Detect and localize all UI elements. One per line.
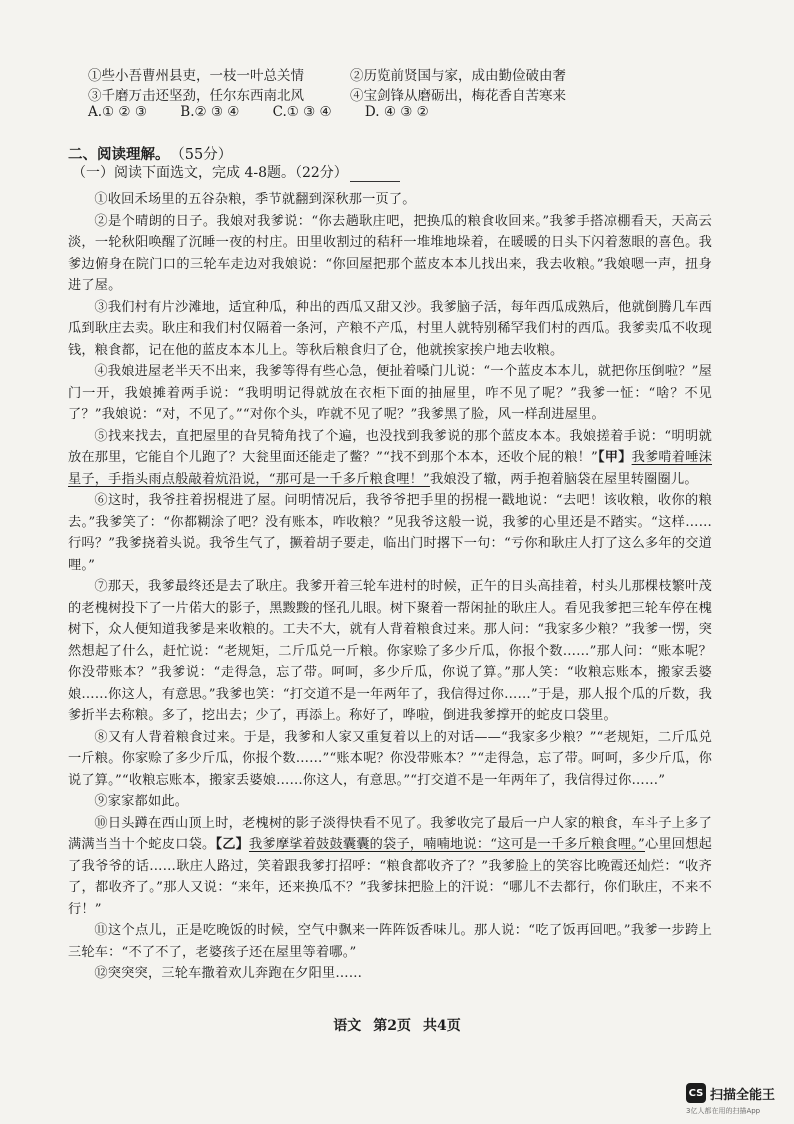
section-title: 二、阅读理解。 <box>68 146 170 163</box>
paragraph-11: ⑪这个点儿，正是吃晚饭的时候，空气中飘来一阵阵饭香味儿。那人说：“吃了饭再回吧。”我爹一步跨上三轮车：“不了不了，老婆孩子还在屋里等着哪。” <box>68 923 712 960</box>
footer-subject: 语文 <box>333 1018 362 1034</box>
section-score: （55分） <box>177 147 233 163</box>
underlined-sentence-yi: 我爹摩挲着鼓鼓囊囊的袋子，喃喃地说：“这可是一千多斤粮食哩。” <box>249 837 645 852</box>
paragraph-10-text-b: 心里回想起了我爷爷的话……耿庄人路过，笑着跟我爹打招呼：“粮食都收齐了？”我爹脸上的笑容比晚霞还灿烂：“收齐了，都收齐了。”那人又说：“来年，还来换瓜不？”我爹抹把脸上的汗说：“哪儿不去都行，你们耿庄，不来不行！” <box>68 837 712 917</box>
choice-b: B.② ③ ④ <box>180 104 240 120</box>
option-row-1 <box>88 66 648 86</box>
option-4: ④宝剑锋从磨砺出，梅花香自苦寒来 <box>350 88 566 104</box>
footer-page: 第2页 <box>373 1018 411 1034</box>
paragraph-7: ⑦那天，我爹最终还是去了耿庄。我爹开着三轮车进村的时候，正午的日头高挂着，村头儿那棵枝繁叶茂的老槐树投下了一片偌大的影子，黑黢黢的怪孔儿眼。树下聚着一帮闲扯的耿庄人。看见我爹把三轮车停在槐树下，众人便知道我爹是来收粮的。工夫不大，就有人背着粮食过来。那人问：“我家多少粮？”我爹一愣，突然想起了什么，赶忙说：“老规矩，二斤瓜兑一斤粮。你家赊了多少斤瓜，你报个数……”那人问：“账本呢？你没带账本？”我爹说：“走得急，忘了带。呵呵，多少斤瓜，你说了算。”那人笑：“收粮忘账本，搬家丢婆娘……你这人，有意思。”我爹也笑：“打交道不是一年两年了，我信得过你……”于是，那人报个瓜的斤数，我爹折半去称粮。多了，挖出去；少了，再添上。称好了，哗啦，倒进我爹撑开的蛇皮口袋里。 <box>68 579 712 723</box>
scanner-app-name: 扫描全能王 <box>710 1087 776 1103</box>
section-heading <box>68 143 232 164</box>
answer-choices <box>88 104 453 120</box>
paragraph-10-text-a: ⑩日头蹲在西山顶上时，老槐树的影子淡得快看不见了。我爹收完了最后一户人家的粮食，车斗子上多了满满当当十个蛇皮口袋。 <box>68 815 712 852</box>
choice-d: D. ④ ③ ② <box>364 104 429 120</box>
choice-a: A.① ② ③ <box>88 104 147 120</box>
option-1: ①些小吾曹州县吏，一枝一叶总关情 <box>88 68 304 84</box>
marker-jia: 【甲】 <box>598 450 632 465</box>
scanner-watermark <box>686 1083 775 1103</box>
poem-options <box>88 66 648 106</box>
option-2: ②历览前贤国与家，成由勤俭破由奢 <box>350 68 566 84</box>
paragraph-8: ⑧又有人背着粮食过来。于是，我爹和人家又重复着以上的对话——“我家多少粮？”“老规矩，二斤瓜兑一斤粮。你家赊了多少斤瓜，你报个数……”“账本呢？你没带账本？”“走得急，忘了带。呵呵，多少斤瓜，你说了算。”“收粮忘账本，搬家丢婆娘……你这人，有意思。”“打交道不是一年两年了，我信得过你……” <box>68 729 712 788</box>
paragraph-3: ③我们村有片沙滩地，适宜种瓜，种出的西瓜又甜又沙。我爹脑子活，每年西瓜成熟后，他就倒腾几车西瓜到耿庄去卖。耿庄和我们村仅隔着一条河，产粮不产瓜，村里人就特别稀罕我们村的西瓜。我爹卖瓜不收现钱，粮食都，记在他的蓝皮本本儿上。等秋后粮食归了仓，他就挨家挨户地去收粮。 <box>68 299 712 358</box>
option-row-2 <box>88 86 648 106</box>
paragraph-5-text-b: 我娘没了辙，两手抱着脑袋在屋里转圈圈儿。 <box>429 471 698 487</box>
reading-passage <box>68 189 712 985</box>
paragraph-9: ⑨家家都如此。 <box>94 794 189 809</box>
paragraph-10 <box>68 813 712 921</box>
option-3: ③千磨万击还坚劲，任尔东西南北风 <box>88 88 304 104</box>
underlined-sentence-jia: 我爹啃着唾沫星子，手指头雨点般敲着炕沿说，“那可是一千多斤粮食哩！” <box>68 450 712 487</box>
paragraph-6: ⑥这时，我爷拄着拐棍进了屋。问明情况后，我爷爷把手里的拐棍一戳地说：“去吧！该收粮，收你的粮去。”我爹笑了：“你都糊涂了吧？没有账本，咋收粮？”见我爷这般一说，我爹的心里还是不踏实。“这样……行吗？”我爹挠着头说。我爷生气了，撅着胡子要走，临出门时撂下一句：“亏你和耿庄人打了这么多年的交道哩。” <box>68 493 712 573</box>
camscanner-logo-icon: CS <box>686 1083 706 1103</box>
subsection-heading: （一）阅读下面选文，完成 4-8题。（22分） <box>72 165 348 181</box>
paragraph-12: ⑫突突突，三轮车撒着欢儿奔跑在夕阳里…… <box>94 966 363 981</box>
paragraph-4: ④我娘进屋老半天不出来，我爹等得有些心急，便扯着嗓门儿说：“一个蓝皮本本儿，就把你压倒啦？”屋门一开，我娘摊着两手说：“我明明记得就放在衣柜下面的抽屉里，咋不见了呢？”我爹一怔：“啥？不见了？”我娘说：“对，不见了。”“对你个头，咋就不见了呢？”我爹黑了脸，风一样刮进屋里。 <box>68 364 712 422</box>
paragraph-2: ②是个晴朗的日子。我娘对我爹说：“你去趟耿庄吧，把换瓜的粮食收回来。”我爹手搭凉棚看天，天高云淡，一轮秋阳唤醒了沉睡一夜的村庄。田里收割过的秸秆一堆堆地垛着，在暖暖的日头下闪着葱眼的喜色。我爹边俯身在院门口的三轮车走边对我娘说：“你回屋把那个蓝皮本本儿找出来，我去收粮。”我娘嗯一声，扭身进了屋。 <box>68 213 712 293</box>
choice-c: C.① ③ ④ <box>272 104 332 120</box>
page-footer <box>0 1015 794 1035</box>
scanner-tagline: 3亿人都在用的扫描App <box>686 1107 761 1115</box>
paragraph-5-text-a: ⑤找来找去，直把屋里的旮旯犄角找了个遍，也没找到我爹说的那个蓝皮本本。我娘搓着手说：“明明就放在那里，它能自个儿跑了？大瓮里面还能走了鳖？”“找不到那个本本，还收个屁的粮！” <box>68 428 712 465</box>
paragraph-1: ①收回禾场里的五谷杂粮，季节就翻到深秋那一页了。 <box>94 192 416 207</box>
title-blank-line <box>350 181 400 182</box>
footer-total: 共4页 <box>423 1018 461 1034</box>
paragraph-5 <box>68 426 712 491</box>
marker-yi: 【乙】 <box>215 837 250 852</box>
